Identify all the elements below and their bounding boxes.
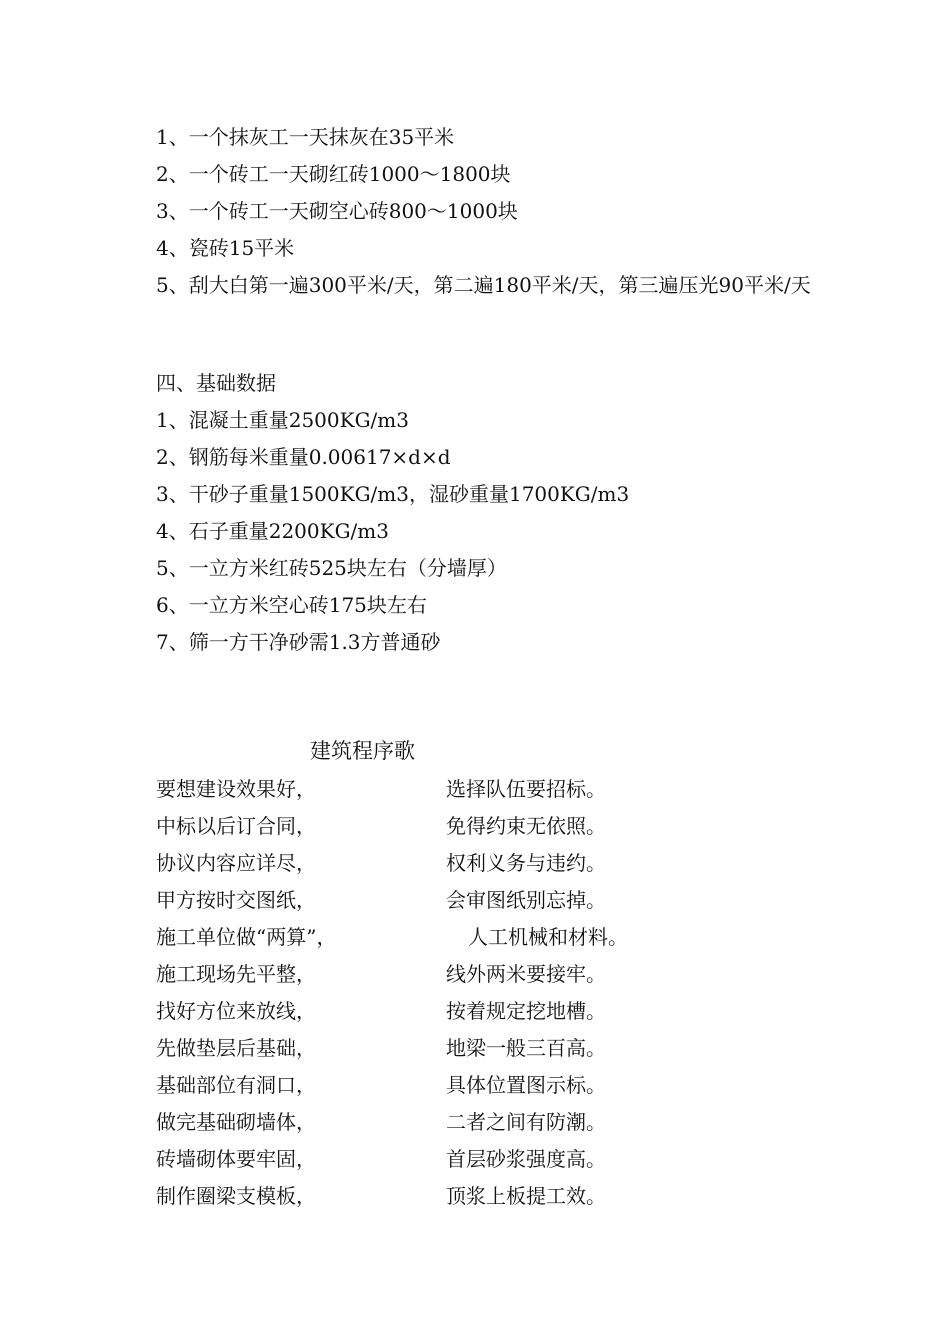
poem-line-left: 要想建设效果好， bbox=[156, 777, 316, 801]
labor-item-1: 1、一个抹灰工一天抹灰在35平米 bbox=[156, 125, 455, 149]
poem-line-left: 基础部位有洞口， bbox=[156, 1073, 316, 1097]
poem-line-right: 人工机械和材料。 bbox=[468, 925, 628, 949]
labor-item-4: 4、瓷砖15平米 bbox=[156, 236, 295, 260]
poem-line-right: 首层砂浆强度高。 bbox=[446, 1147, 606, 1171]
poem-line-right: 顶浆上板提工效。 bbox=[446, 1184, 606, 1208]
poem-line-right: 免得约束无依照。 bbox=[446, 814, 606, 838]
poem-line-left: 做完基础砌墙体， bbox=[156, 1110, 316, 1134]
poem-line-left: 施工现场先平整， bbox=[156, 962, 316, 986]
poem-line-right: 选择队伍要招标。 bbox=[446, 777, 606, 801]
basics-item-2: 2、钢筋每米重量0.00617×d×d bbox=[156, 445, 451, 469]
poem-line-right: 权利义务与违约。 bbox=[446, 851, 606, 875]
basics-item-7: 7、筛一方干净砂需1.3方普通砂 bbox=[156, 630, 441, 654]
poem-line-right: 线外两米要接牢。 bbox=[446, 962, 606, 986]
basics-item-4: 4、石子重量2200KG/m3 bbox=[156, 519, 389, 543]
poem-line-left: 甲方按时交图纸， bbox=[156, 888, 316, 912]
labor-item-3: 3、一个砖工一天砌空心砖800～1000块 bbox=[156, 199, 518, 223]
poem-title: 建筑程序歌 bbox=[310, 739, 415, 763]
labor-item-5: 5、刮大白第一遍300平米/天，第二遍180平米/天，第三遍压光90平米/天 bbox=[156, 273, 811, 297]
poem-line-right: 二者之间有防潮。 bbox=[446, 1110, 606, 1134]
poem-line-left: 找好方位来放线， bbox=[156, 999, 316, 1023]
poem-line-left: 制作圈梁支模板， bbox=[156, 1184, 316, 1208]
basics-item-6: 6、一立方米空心砖175块左右 bbox=[156, 593, 427, 617]
labor-item-2: 2、一个砖工一天砌红砖1000～1800块 bbox=[156, 162, 511, 186]
poem-line-right: 会审图纸别忘掉。 bbox=[446, 888, 606, 912]
basics-item-5: 5、一立方米红砖525块左右（分墙厚） bbox=[156, 556, 507, 580]
poem-line-right: 地梁一般三百高。 bbox=[446, 1036, 606, 1060]
poem-line-left: 协议内容应详尽， bbox=[156, 851, 316, 875]
poem-line-right: 按着规定挖地槽。 bbox=[446, 999, 606, 1023]
poem-line-right: 具体位置图示标。 bbox=[446, 1073, 606, 1097]
poem-line-left: 砖墙砌体要牢固， bbox=[156, 1147, 316, 1171]
basics-item-1: 1、混凝土重量2500KG/m3 bbox=[156, 408, 409, 432]
poem-line-left: 施工单位做“两算”， bbox=[156, 925, 337, 949]
poem-line-left: 先做垫层后基础， bbox=[156, 1036, 316, 1060]
basics-heading: 四、基础数据 bbox=[156, 371, 276, 395]
poem-line-left: 中标以后订合同， bbox=[156, 814, 316, 838]
basics-item-3: 3、干砂子重量1500KG/m3，湿砂重量1700KG/m3 bbox=[156, 482, 630, 506]
